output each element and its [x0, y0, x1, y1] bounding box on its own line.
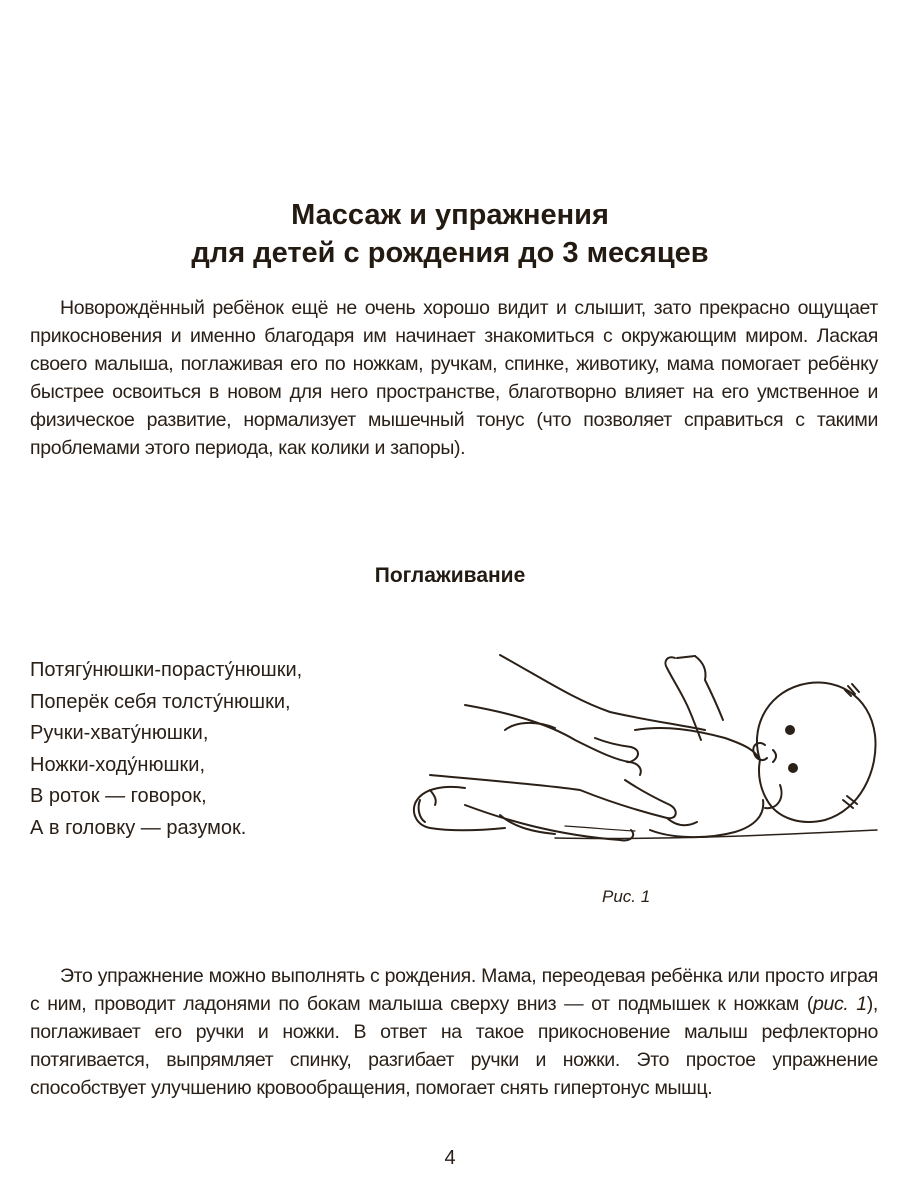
body-paragraph-text-2: ), поглаживает его ручки и ножки. В ответ на такое прикосновение малыш рефлекторно потягивается, выпрямляет спинку, разгибает ручки и ножки. Это простое упражнение способствует улучшению кровообращения, помогает снять гипертонус мышц. — [30, 993, 878, 1099]
poem-line: Поперёк себя толсту́нюшки, — [30, 690, 291, 713]
page-title — [0, 196, 900, 272]
intro-paragraph — [30, 294, 878, 462]
body-paragraph-text-1: Это упражнение можно выполнять с рождения. Мама, переодевая ребёнка или просто играя с ним, проводит ладонями по бокам малыша сверху вниз — от подмышек к ножкам ( — [30, 965, 878, 1015]
section-title: Поглаживание — [374, 564, 526, 587]
baby-massage-illustration — [405, 650, 880, 845]
poem-line: Ножки-ходу́нюшки, — [30, 753, 205, 776]
body-paragraph — [30, 962, 878, 1102]
poem — [30, 655, 390, 845]
poem-line: Потягу́нюшки-порасту́нюшки, — [30, 659, 303, 681]
poem-line: Ручки-хвату́нюшки, — [30, 722, 209, 745]
poem-line: А в головку — разумок. — [30, 816, 247, 839]
figure-caption: Рис. 1 — [602, 887, 651, 906]
page-title-line-2: для детей с рождения до 3 месяцев — [191, 237, 709, 269]
page-number: 4 — [444, 1147, 456, 1169]
page-title-line-1: Массаж и упражнения — [291, 199, 609, 231]
poem-line: В роток — говорок, — [30, 785, 207, 808]
intro-paragraph-text: Новорождённый ребёнок ещё не очень хорошо видит и слышит, зато прекрасно ощущает прикосновения и именно благодаря им начинает знакомиться с окружающим миром. Ласкaя своего малыша, поглаживая его по ножкам, ручкам, спинке, животику, мама помогает ребёнку быстрее освоиться в новом для него пространстве, благотворно влияет на его умственное и физическое развитие, нормализует мышечный тонус (что позволяет справиться с такими проблемами этого периода, как колики и запоры). — [30, 297, 878, 459]
figure-reference: рис. 1 — [812, 993, 867, 1015]
